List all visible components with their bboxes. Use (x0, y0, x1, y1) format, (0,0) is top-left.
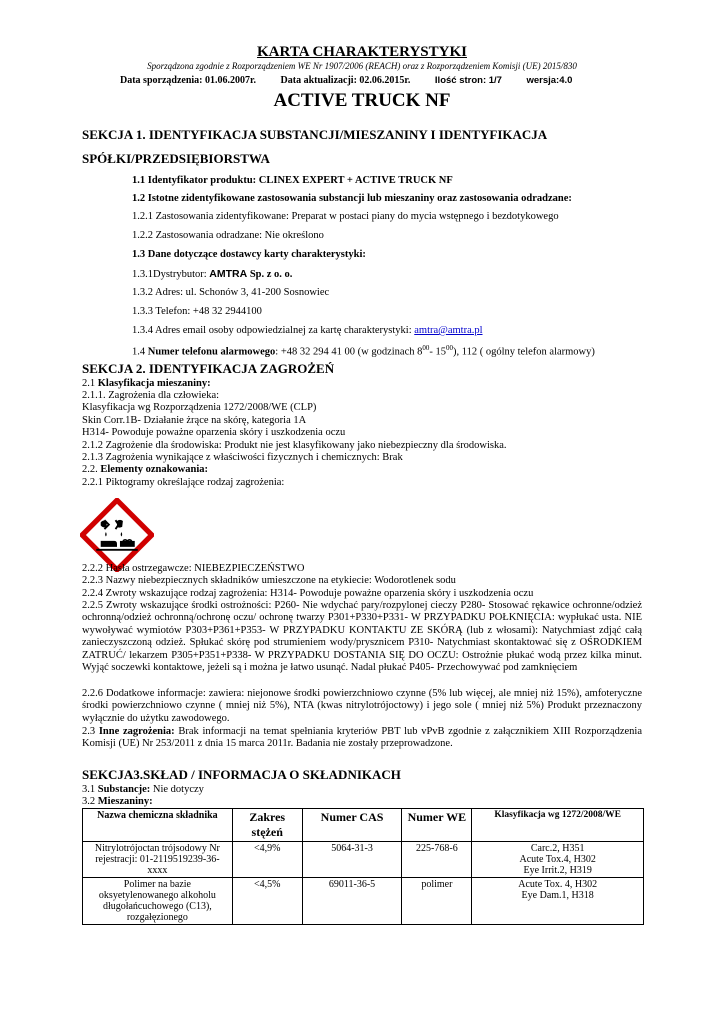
skin-corr: Skin Corr.1B- Działanie żrące na skórę, kategoria 1A (82, 415, 307, 426)
cell-cas: 69011-36-5 (302, 878, 402, 925)
cell-we: 225-768-6 (402, 842, 472, 878)
uses-advised-against: 1.2.2 Zastosowania odradzane: Nie określono (132, 230, 324, 241)
label-elements-heading: 2.2. Elementy oznakowania: (82, 464, 208, 475)
col-header-cas: Numer CAS (302, 809, 402, 842)
hazard-statements: 2.2.4 Zwroty wskazujące rodzaj zagrożenia: H314- Powoduje poważne oparzenia skóry i uszkodzenia oczu (82, 588, 534, 599)
cell-conc: <4,5% (232, 878, 302, 925)
page-count: Ilość stron: 1/7 (434, 75, 502, 86)
cell-classification: Acute Tox. 4, H302 Eye Dam.1, H318 (472, 878, 644, 925)
hazardous-components: 2.2.3 Nazwy niebezpiecznych składników umieszczone na etykiecie: Wodorotlenek sodu (82, 575, 456, 586)
additional-info: 2.2.6 Dodatkowe informacje: zawiera: niejonowe środki powierzchniowo czynne (5% lub więcej, ale mniej niż 15%), amfoteryczne środki powierzchniowo czynne ( mniej niż 5%), NTA (kwas nitrylotrójoctowy) i jego sole ( mniej niż 5%) Produkt przeznaczony wyłącznie do użytku zawodowego. (82, 688, 642, 724)
h314: H314- Powoduje poważne oparzenia skóry i uszkodzenia oczu (82, 427, 346, 438)
address: 1.3.2 Adres: ul. Schonów 3, 41-200 Sosnowiec (132, 287, 330, 298)
phone: 1.3.3 Telefon: +48 32 2944100 (132, 306, 262, 317)
table-row (83, 842, 644, 878)
identified-uses-heading: 1.2 Istotne zidentyfikowane zastosowania substancji lub mieszaniny oraz zastosowania odradzane: (132, 193, 572, 204)
distributor-company: AMTRA (209, 268, 248, 280)
table-row (83, 878, 644, 925)
physchem-hazard: 2.1.3 Zagrożenia wynikające z właściwości fizycznych i chemicznych: Brak (82, 452, 403, 463)
product-name: ACTIVE TRUCK NF (273, 90, 451, 111)
human-hazards: 2.1.1. Zagrożenia dla człowieka: (82, 390, 220, 401)
section3-heading: SEKCJA3.SKŁAD / INFORMACJA O SKŁADNIKACH (82, 767, 401, 782)
other-hazards: 2.3 Inne zagrożenia: Brak informacji na temat spełniania kryteriów PBT lub vPvB zgodnie z załącznikiem XIII Rozporządzenia Komisji (UE) Nr 253/2011 z dnia 15 marca 2011r. Badania nie zostały przeprowadzone. (82, 726, 643, 750)
email-link[interactable]: amtra@amtra.pl (414, 325, 483, 336)
signal-word: 2.2.2 Hasła ostrzegawcze: NIEBEZPIECZEŃSTWO (82, 563, 305, 574)
clp-classification: Klasyfikacja wg Rozporządzenia 1272/2008/WE (CLP) (82, 402, 317, 413)
section2-heading: SEKCJA 2. IDENTYFIKACJA ZAGROŻEŃ (82, 361, 335, 376)
col-header-classification: Klasyfikacja wg 1272/2008/WE (472, 809, 644, 842)
substances: 3.1 Substancje: Nie dotyczy (82, 784, 204, 795)
emergency-phone: 1.4 Numer telefonu alarmowego: +48 32 294 41 00 (w godzinach $8^{00}-$ $15^{00}$), 112 ( ogólny telefon alarmowy) (132, 344, 595, 358)
composition-table (82, 808, 644, 925)
responsible-email: 1.3.4 Adres email osoby odpowiedzialnej za kartę charakterystyki: amtra@amtra.pl (132, 325, 483, 336)
cell-name: Polimer na bazie oksyetylenowanego alkoholu długołańcuchowego (C13), rozgałęzionego (83, 878, 233, 925)
cell-conc: <4,9% (232, 842, 302, 878)
classification-heading: 2.1 Klasyfikacja mieszaniny: (82, 378, 211, 389)
supplier-heading: 1.3 Dane dotyczące dostawcy karty charakterystyki: (132, 249, 366, 260)
document-title: KARTA CHARAKTERYSTYKI (257, 44, 467, 60)
col-header-conc: Zakres stężeń (232, 809, 302, 842)
col-header-we: Numer WE (402, 809, 472, 842)
identified-uses: 1.2.1 Zastosowania zidentyfikowane: Preparat w postaci piany do mycia wstępnego i bezdotykowego (132, 211, 559, 222)
version: wersja:4.0 (526, 75, 573, 86)
regulation-subtitle: Sporządzona zgodnie z Rozporządzeniem WE Nr 1907/2006 (REACH) oraz z Rozporządzeniem Komisji (UE) 2015/830 (147, 61, 577, 71)
product-identifier: 1.1 Identyfikator produktu: CLINEX EXPERT + ACTIVE TRUCK NF (132, 175, 453, 186)
pictograms-heading: 2.2.1 Piktogramy określające rodzaj zagrożenia: (82, 477, 285, 488)
cell-name: Nitrylotrójoctan trójsodowy Nr rejestracji: 01-2119519239-36-xxxx (83, 842, 233, 878)
cell-classification: Carc.2, H351 Acute Tox.4, H302 Eye Irrit.2, H319 (472, 842, 644, 878)
cell-cas: 5064-31-3 (302, 842, 402, 878)
mixtures-heading: 3.2 Mieszaniny: (82, 796, 153, 807)
created-date: Data sporządzenia: 01.06.2007r. (120, 75, 257, 86)
updated-date: Data aktualizacji: 02.06.2015r. (280, 75, 411, 86)
section1-heading-line2: SPÓŁKI/PRZEDSIĘBIORSTWA (82, 151, 270, 166)
table-header-row (83, 809, 644, 842)
col-header-name: Nazwa chemiczna składnika (83, 809, 233, 842)
environment-hazard: 2.1.2 Zagrożenie dla środowiska: Produkt nie jest klasyfikowany jako niebezpieczny dla środowiska. (82, 440, 507, 451)
distributor: 1.3.1Dystrybutor: AMTRA Sp. z o. o. (132, 268, 293, 280)
section1-heading-line1: SEKCJA 1. IDENTYFIKACJA SUBSTANCJI/MIESZANINY I IDENTYFIKACJA (82, 127, 548, 142)
document-meta (120, 75, 594, 86)
cell-we: polimer (402, 878, 472, 925)
ghs05-corrosion-icon (80, 498, 154, 572)
precautionary-statements: 2.2.5 Zwroty wskazujące środki ostrożności: P260- Nie wdychać pary/rozpylonej cieczy P280- Stosować rękawice ochronne/odzież ochronną/odzież ochronną/ochronę oczu/ ochronę twarzy P301+P330+P331- W PRZYPADKU POŁKNIĘCIA: wypłukać usta. NIE wywoływać wymiotów P303+P361+P353- W PRZYPADKU KONTAKTU ZE SKÓRĄ (lub z włosami): Natychmiast zdjąć całą zanieczyszczoną odzież. Spłukać skórę pod strumieniem wody/prysznicem P310- Natychmiast skontaktować się z OŚRODKIEM ZATRUĆ/ lekarzem P305+P351+P338- W PRZYPADKU DOSTANIA SIĘ DO OCZU: Ostrożnie płukać wodą przez kilka minut. Wyjąć soczewki kontaktowe, jeżeli są i można je łatwo usunąć. Nadal płukać P405- Przechowywać pod zamknięciem (82, 600, 642, 674)
